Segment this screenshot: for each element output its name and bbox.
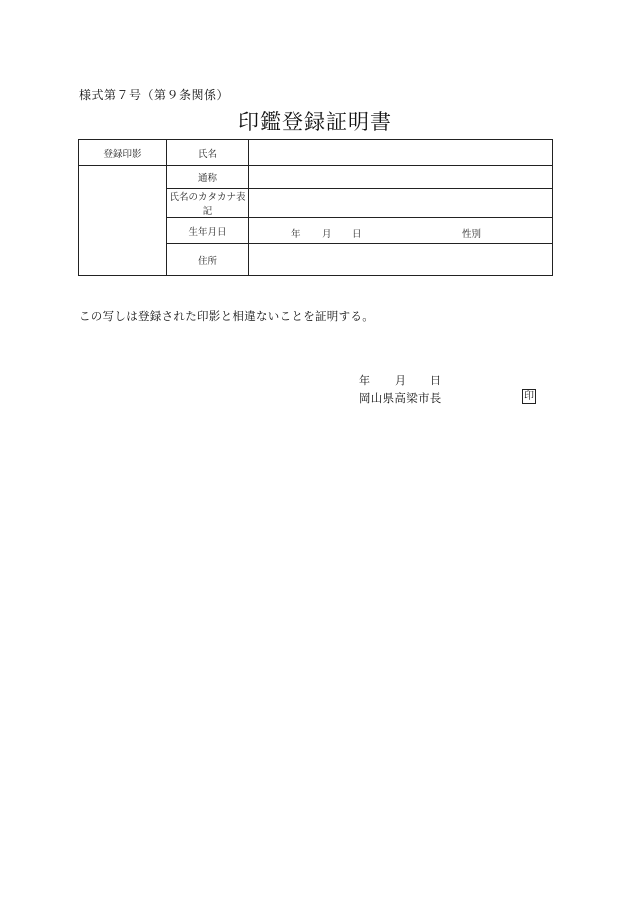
form-number: 様式第７号（第９条関係） [79, 88, 230, 102]
address-value-cell [249, 244, 553, 276]
kana-name-label: 氏名のカタカナ表記 [167, 189, 249, 218]
certification-statement: この写しは登録された印影と相違ないことを証明する。 [79, 309, 374, 323]
name-label: 氏名 [167, 140, 249, 166]
cert-year-label: 年 [359, 374, 370, 387]
name-row [79, 140, 553, 166]
issuer-name: 岡山県高梁市長 [359, 391, 442, 405]
name-value-cell [249, 140, 553, 166]
document-title: 印鑑登録証明書 [238, 110, 392, 134]
birthdate-gender-cell [249, 218, 553, 244]
address-label: 住所 [167, 244, 249, 276]
birthdate-label: 生年月日 [167, 218, 249, 244]
cert-month-label: 月 [395, 374, 406, 387]
gender-label: 性別 [462, 229, 482, 240]
alias-value-cell [249, 166, 553, 189]
alias-row [79, 166, 553, 189]
registration-table [78, 139, 553, 276]
kana-name-value-cell [249, 189, 553, 218]
cert-day-label: 日 [430, 374, 441, 387]
birth-day-label: 日 [352, 229, 362, 240]
alias-label: 通称 [167, 166, 249, 189]
registered-seal-label: 登録印影 [79, 140, 167, 166]
registered-seal-impression-cell [79, 166, 167, 276]
official-seal-mark: 印 [524, 391, 534, 402]
birth-month-label: 月 [322, 229, 332, 240]
birth-year-label: 年 [291, 229, 301, 240]
